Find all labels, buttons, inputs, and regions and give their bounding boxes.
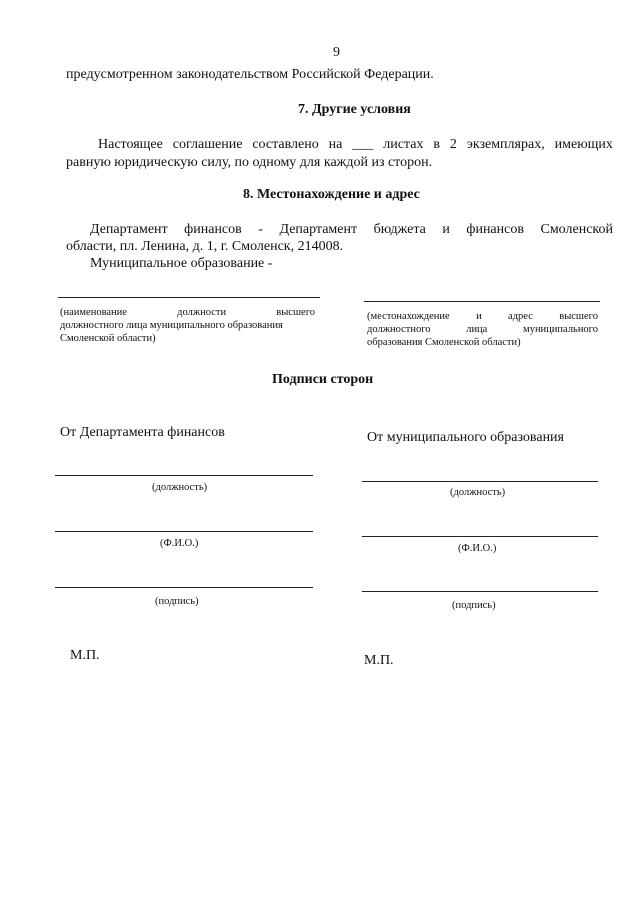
right-position-label: (должность) xyxy=(450,487,506,498)
left-position-line xyxy=(55,475,313,476)
word: (местонахождение xyxy=(367,311,450,322)
word: бюджета xyxy=(373,222,426,237)
right-caption-line2 xyxy=(367,324,598,335)
word: (наименование xyxy=(60,307,127,318)
left-caption-line2: должностного лица муниципального образования xyxy=(60,320,283,331)
word: Департамент xyxy=(90,222,168,237)
left-stamp-label: М.П. xyxy=(70,648,100,663)
word: и xyxy=(476,311,482,322)
word: Настоящее xyxy=(98,137,163,152)
word: финансов xyxy=(466,222,524,237)
section7-heading: 7. Другие условия xyxy=(298,102,411,117)
word: Департамент xyxy=(279,222,358,237)
left-signature-line xyxy=(55,587,313,588)
right-caption-line1 xyxy=(367,311,598,322)
section8-heading: 8. Местонахождение и адрес xyxy=(243,187,420,202)
right-party-title: От муниципального образования xyxy=(367,430,564,445)
word: высшего xyxy=(559,311,598,322)
section8-line3: Муниципальное образование - xyxy=(90,256,273,271)
right-stamp-label: М.П. xyxy=(364,653,394,668)
right-caption-line3: образования Смоленской области) xyxy=(367,337,521,348)
word: финансов xyxy=(184,222,242,237)
blank-field: ___ xyxy=(352,137,374,152)
word: экземплярах, xyxy=(466,137,545,152)
word: в xyxy=(433,137,440,152)
right-position-line xyxy=(362,481,598,482)
word: муниципального xyxy=(523,324,598,335)
right-address-line xyxy=(364,301,600,302)
word: должностного xyxy=(367,324,431,335)
section8-line1 xyxy=(90,222,613,238)
word: составлено xyxy=(252,137,319,152)
left-caption-line1 xyxy=(60,307,315,318)
left-caption-line3: Смоленской области) xyxy=(60,333,156,344)
word: 2 xyxy=(449,137,457,152)
section7-line2: равную юридическую силу, по одному для каждой из сторон. xyxy=(66,155,433,170)
word: должности xyxy=(177,307,227,318)
left-name-label: (Ф.И.О.) xyxy=(160,538,199,549)
right-name-sign-line xyxy=(362,536,598,537)
right-signature-label: (подпись) xyxy=(452,600,496,611)
word: имеющих xyxy=(554,137,613,152)
page-number: 9 xyxy=(333,45,340,60)
word: на xyxy=(328,137,343,152)
left-party-title: От Департамента финансов xyxy=(60,425,225,440)
word: адрес xyxy=(508,311,533,322)
word: соглашение xyxy=(172,137,243,152)
word: Смоленской xyxy=(540,222,613,237)
right-name-label: (Ф.И.О.) xyxy=(458,543,497,554)
word: лица xyxy=(466,324,488,335)
word: - xyxy=(258,222,263,237)
intro-line: предусмотренном законодательством Российской Федерации. xyxy=(66,67,434,82)
word: листах xyxy=(383,137,424,152)
word: и xyxy=(442,222,450,237)
left-signature-label: (подпись) xyxy=(155,596,199,607)
right-signature-line xyxy=(362,591,598,592)
word: высшего xyxy=(276,307,315,318)
signatures-heading: Подписи сторон xyxy=(272,372,374,387)
section8-line2: области, пл. Ленина, д. 1, г. Смоленск, 214008. xyxy=(66,239,344,254)
left-name-sign-line xyxy=(55,531,313,532)
left-position-label: (должность) xyxy=(152,482,208,493)
left-name-line xyxy=(58,297,320,298)
section7-line1 xyxy=(98,137,613,153)
